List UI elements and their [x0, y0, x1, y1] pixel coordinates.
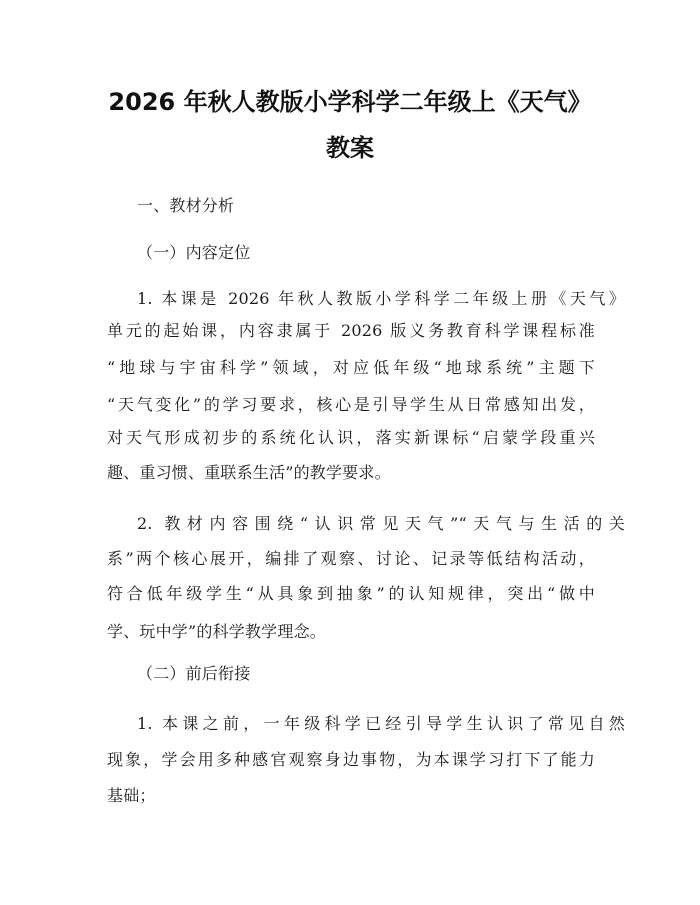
- paragraph-line: “地球与宇宙科学”领域，对应低年级“地球系统”主题下: [107, 358, 595, 377]
- paragraph-line: 单元的起始课，内容隶属于 2026 版义务教育科学课程标准: [107, 321, 595, 340]
- document-title-line-2: 教案: [326, 134, 374, 162]
- paragraph-line: 趣、重习惯、重联系生活”的教学要求。: [107, 463, 391, 482]
- paragraph-line: 符合低年级学生“从具象到抽象”的认知规律，突出“做中: [107, 584, 595, 603]
- paragraph-line: 1. 本课是 2026 年秋人教版小学科学二年级上册《天气》: [137, 289, 625, 308]
- paragraph-line: 2. 教材内容围绕“认识常见天气”“天气与生活的关: [137, 514, 625, 533]
- paragraph-line: 学、玩中学”的科学教学理念。: [107, 622, 326, 641]
- section-heading-textbook-analysis: 一、教材分析: [137, 196, 235, 215]
- paragraph-line: 基础；: [107, 786, 156, 805]
- document-title-line-1: 2026 年秋人教版小学科学二年级上《天气》: [108, 88, 592, 116]
- paragraph-line: 1. 本课之前，一年级科学已经引导学生认识了常见自然: [137, 714, 625, 733]
- subsection-heading-content-positioning: （一）内容定位: [137, 243, 251, 262]
- paragraph-line: “天气变化”的学习要求，核心是引导学生从日常感知出发，: [107, 395, 595, 414]
- paragraph-line: 现象，学会用多种感官观察身边事物，为本课学习打下了能力: [107, 750, 595, 769]
- paragraph-line: 对天气形成初步的系统化认识，落实新课标“启蒙学段重兴: [107, 428, 595, 447]
- paragraph-line: 系”两个核心展开，编排了观察、讨论、记录等低结构活动，: [107, 549, 595, 568]
- subsection-heading-connection: （二）前后衔接: [137, 664, 251, 683]
